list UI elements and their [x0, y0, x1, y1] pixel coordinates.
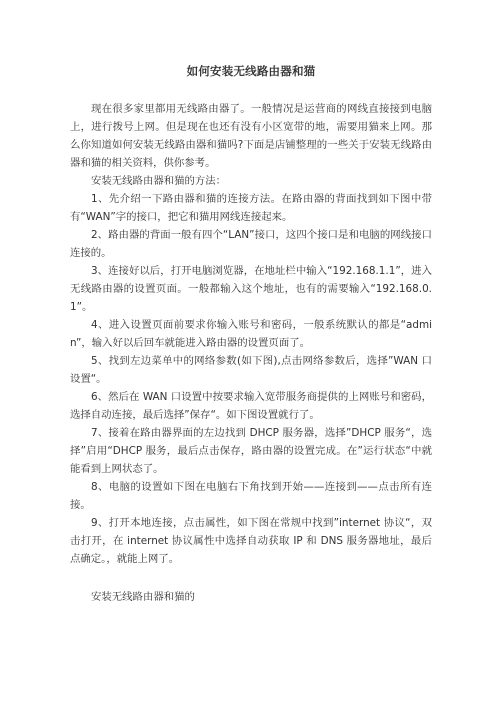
step-1-paragraph: 1、先介绍一下路由器和猫的连接方法。在路由器的背面找到如下图中带有“WAN”字的接口，把它和猫用网线连接起来。: [70, 193, 432, 223]
section-heading: 安装无线路由器和猫的: [91, 591, 195, 603]
step-9-paragraph: 9、打开本地连接，点击属性，如下图在常规中找到”internet 协议“，双击打开，在 internet 协议属性中选择自动获取 IP 和 DNS 服务器地址，最后点确定。，就能上网了。: [70, 517, 432, 565]
document-title: 如何安装无线路由器和猫: [186, 64, 316, 78]
step-7-paragraph: 7、接着在路由器界面的左边找到 DHCP 服务器，选择”DHCP 服务“，选择”启用“DHCP 服务，最后点击保存，路由器的设置完成。在”运行状态“中就能看到上网状态了。: [70, 427, 432, 475]
step-5-paragraph: 5、找到左边菜单中的网络参数(如下图),点击网络参数后，选择”WAN 口设置“。: [70, 355, 432, 385]
intro-paragraph: 现在很多家里都用无线路由器了。一般情况是运营商的网线直接接到电脑上，进行拨号上网。但是现在也还有没有小区宽带的地，需要用猫来上网。那么你知道如何安装无线路由器和猫吗?下面是店铺整理的一些关于安装无线路由器和猫的相关资料，供你参考。: [70, 103, 432, 169]
step-4-paragraph: 4、进入设置页面前要求你输入账号和密码，一般系统默认的都是“admin”，输入好以后回车就能进入路由器的设置页面了。: [70, 319, 432, 349]
step-8-paragraph: 8、电脑的设置如下图在电脑右下角找到开始——连接到——点击所有连接。: [70, 481, 432, 511]
step-2-paragraph: 2、路由器的背面一般有四个“LAN”接口，这四个接口是和电脑的网线接口连接的。: [70, 229, 432, 259]
method-heading: 安装无线路由器和猫的方法：: [91, 175, 227, 187]
step-3-paragraph: 3、连接好以后，打开电脑浏览器，在地址栏中输入“192.168.1.1”，进入无线路由器的设置页面。一般都输入这个地址，也有的需要输入“192.168.0.1”。: [70, 265, 432, 313]
step-6-paragraph: 6、然后在 WAN 口设置中按要求输入宽带服务商提供的上网账号和密码，选择自动连接，最后选择”保存“。如下图设置就行了。: [70, 391, 432, 421]
